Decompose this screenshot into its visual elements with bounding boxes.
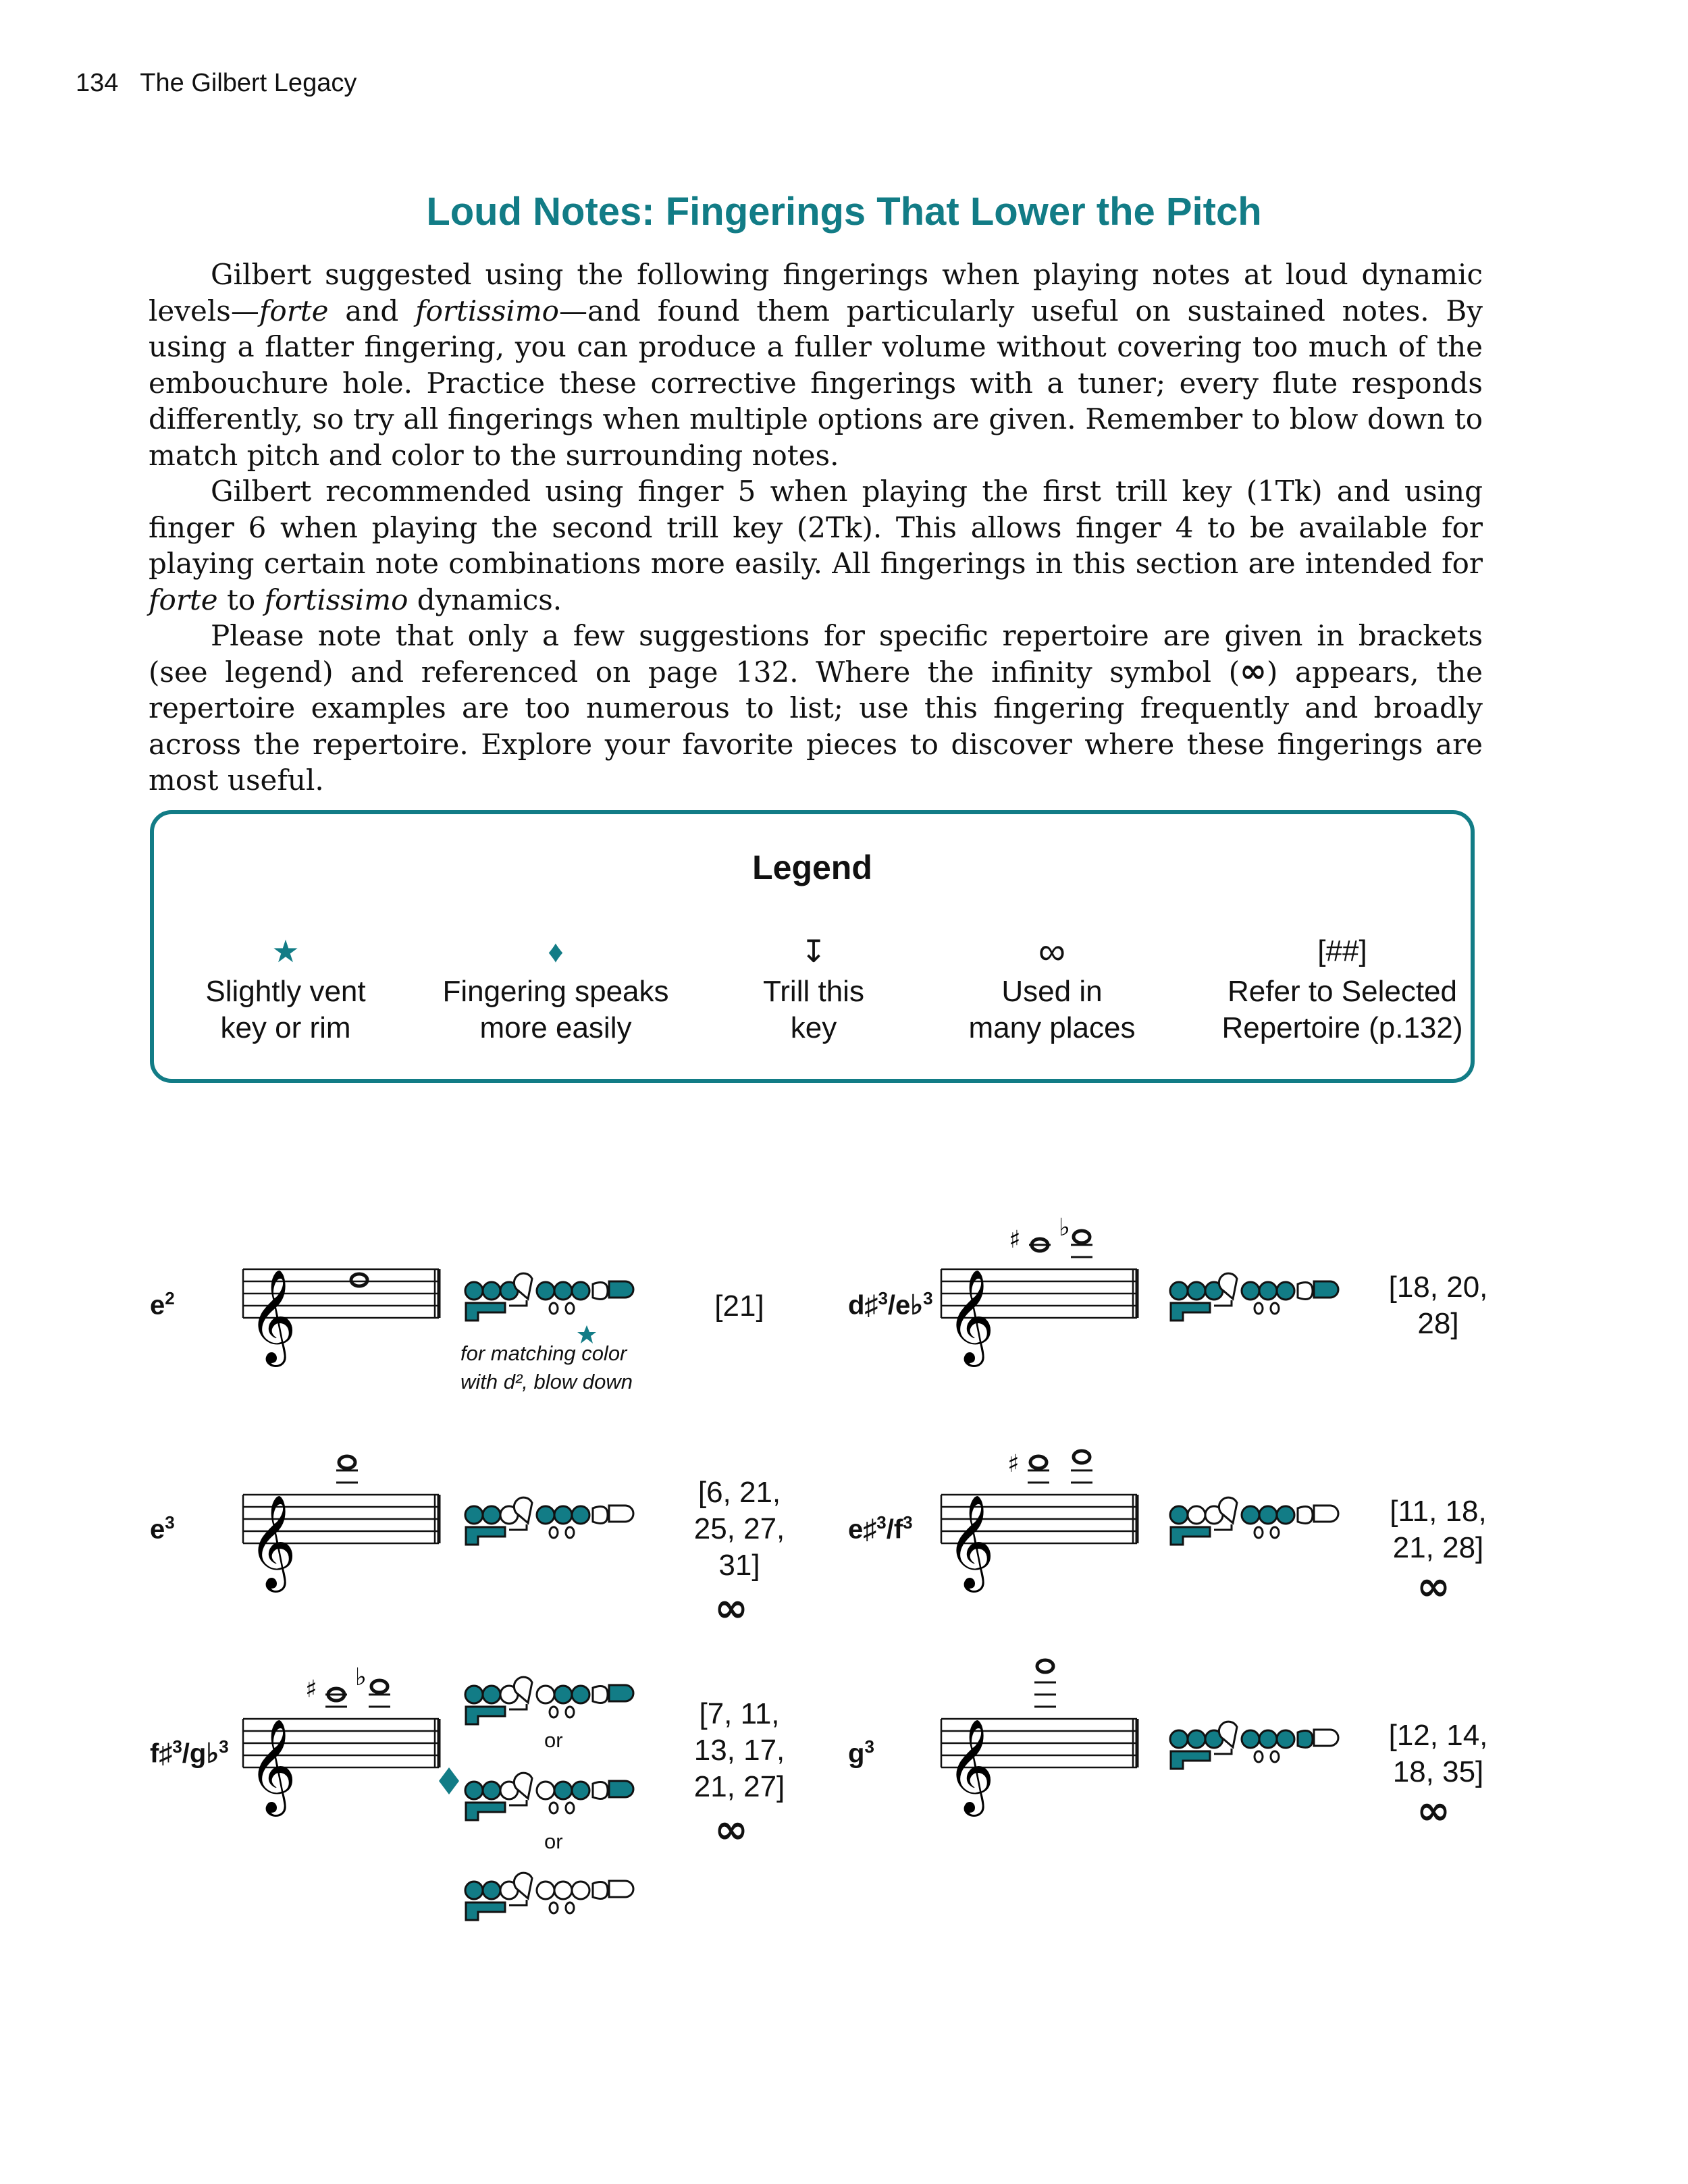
fingering-diagram [1169, 1264, 1359, 1331]
key-hole [1188, 1282, 1205, 1300]
page-number: 134 [76, 69, 119, 97]
foot-key [609, 1781, 633, 1797]
legend-item-trill: ↧ Trill this key [679, 929, 949, 1046]
repertoire-refs: [12, 14, 18, 35] [1388, 1719, 1488, 1788]
key-hole [465, 1782, 483, 1799]
running-head [76, 69, 357, 98]
body-text [149, 257, 1483, 799]
treble-clef: 𝄞 [248, 1719, 296, 1813]
infinity-icon: ∞ [1239, 651, 1267, 690]
key-hole [1259, 1730, 1277, 1748]
trill-key-1 [1255, 1303, 1263, 1314]
legend-item-vent: ★ Slightly vent key or rim [151, 929, 421, 1046]
whole-note [1030, 1456, 1047, 1468]
ring-key [1298, 1731, 1313, 1748]
note-label-ds3: d♯$^3$/e♭$^3$ [848, 1288, 933, 1321]
trill-lever [1214, 1749, 1232, 1754]
infinity-icon: ∞ [1038, 930, 1065, 972]
key-hole [483, 1506, 500, 1524]
fingering-diagram [1169, 1712, 1359, 1780]
diamond-icon [438, 1766, 460, 1796]
key-hole [554, 1506, 572, 1524]
infinity-icon: ∞ [1417, 1563, 1450, 1610]
or-label: or [544, 1830, 563, 1853]
key-hole [1170, 1730, 1188, 1748]
key-hole [483, 1282, 500, 1300]
note-label-fs3: f♯$^3$/g♭$^3$ [150, 1736, 229, 1769]
flat-sign: ♭ [1059, 1214, 1070, 1242]
foot-key [1314, 1506, 1338, 1522]
trill-key-2 [566, 1707, 574, 1717]
key-hole [483, 1882, 500, 1899]
trill-lever [509, 1900, 527, 1905]
lever-key [1171, 1751, 1210, 1769]
key-hole [1259, 1506, 1277, 1524]
diamond-icon: ♦ [548, 934, 564, 969]
legend-box [150, 810, 1475, 1083]
lever-key [1171, 1303, 1210, 1321]
paragraph-1: Gilbert suggested using the following fingerings when playing notes at loud dynamic levels—forte and fortissimo—and found them particularly useful on sustained notes. By using a flatter fingering, you can produce a fuller volume without covering too much of the embouchure hole. Practice these corrective fingerings with a tuner; every flute responds differently, so try all fingerings when multiple options are given. Remember to blow down to match pitch and color to the surrounding notes. [149, 258, 1483, 472]
trill-key-1 [550, 1803, 558, 1813]
key-hole [537, 1282, 554, 1300]
legend-title: Legend [752, 849, 872, 886]
foot-key [609, 1685, 633, 1701]
ring-key [1298, 1283, 1313, 1300]
treble-clef: 𝄞 [248, 1495, 296, 1589]
infinity-icon: ∞ [1417, 1787, 1450, 1834]
staff-ds3 [941, 1214, 1144, 1363]
fingering-diagram [465, 1488, 654, 1555]
key-hole [537, 1882, 554, 1899]
key-hole [483, 1686, 500, 1703]
trill-lever [509, 1800, 527, 1805]
whole-note [351, 1274, 367, 1286]
whole-note [1074, 1451, 1090, 1463]
lever-key [466, 1902, 505, 1920]
sharp-sign: ♯ [305, 1676, 317, 1703]
whole-note [1074, 1231, 1090, 1243]
ring-key [1298, 1507, 1313, 1524]
key-hole [1242, 1730, 1259, 1748]
ring-key [593, 1882, 608, 1899]
paragraph-2: Gilbert recommended using finger 5 when playing the first trill key (1Tk) and using finger 6 when playing the second trill key (2Tk). This allows finger 4 to be available for playing certain note combinations more easily. All fingerings in this section are intended for forte to fortissimo dynamics. [149, 475, 1483, 616]
staff-g3 [941, 1705, 1144, 1813]
key-hole [1242, 1282, 1259, 1300]
trill-lever [1214, 1524, 1232, 1530]
note-label-es3: $e♯^3/f^3$ [848, 1512, 913, 1545]
key-hole [1188, 1730, 1205, 1748]
staff-fs3 [243, 1663, 446, 1813]
star-icon: ★ [271, 934, 300, 969]
key-hole [572, 1882, 589, 1899]
note-label-g3: $g^3$ [848, 1736, 874, 1769]
key-hole [572, 1282, 589, 1300]
note-label-e3: $e^3$ [150, 1512, 175, 1545]
staff-es3 [941, 1450, 1144, 1589]
trill-key-1 [550, 1303, 558, 1314]
lever-key [1171, 1527, 1210, 1545]
legend-item-used: ∞ Used in many places [917, 929, 1187, 1046]
key-hole [465, 1282, 483, 1300]
trill-key-2 [1271, 1303, 1279, 1314]
foot-key [1314, 1281, 1338, 1298]
key-hole [572, 1686, 589, 1703]
trill-key-2 [566, 1527, 574, 1538]
infinity-icon: ∞ [714, 1584, 748, 1632]
or-label: or [544, 1728, 563, 1752]
whole-note [339, 1456, 355, 1468]
fingering-diagram [465, 1863, 654, 1931]
repertoire-refs: [21] [714, 1289, 764, 1323]
ring-key [593, 1782, 608, 1799]
trill-key-1 [550, 1902, 558, 1913]
trill-key-2 [566, 1303, 574, 1314]
foot-key [1314, 1730, 1338, 1746]
trill-key-2 [1271, 1527, 1279, 1538]
key-hole [465, 1686, 483, 1703]
fingering-diagram [465, 1763, 654, 1831]
key-hole [483, 1782, 500, 1799]
fingering-diagram [1169, 1488, 1359, 1555]
key-hole [537, 1782, 554, 1799]
fingering-diagram [465, 1264, 654, 1331]
note-label-e2: $e^2$ [150, 1288, 175, 1321]
trill-icon: ↧ [800, 934, 827, 969]
lever-key [466, 1803, 505, 1820]
paragraph-3: Please note that only a few suggestions for specific repertoire are given in brackets (see legend) and referenced on page 132. Where the infinity symbol (∞) appears, the repertoire examples are too numerous to list; use this fingering frequently and broadly across the repertoire. Explore your favorite pieces to discover where these fingerings are most useful. [149, 619, 1483, 797]
treble-clef: 𝄞 [947, 1495, 995, 1589]
repertoire-refs: [18, 20, 28] [1388, 1271, 1488, 1340]
lever-key [466, 1707, 505, 1724]
fingering-diagram [465, 1668, 654, 1735]
treble-clef: 𝄞 [947, 1719, 995, 1813]
key-hole [537, 1686, 554, 1703]
trill-key-1 [1255, 1527, 1263, 1538]
section-title: Loud Notes: Fingerings That Lower the Pitch [426, 190, 1262, 234]
sharp-sign: ♯ [1007, 1450, 1020, 1478]
key-hole [554, 1782, 572, 1799]
repertoire-refs: [11, 18, 21, 28] [1390, 1495, 1487, 1564]
lever-key [466, 1303, 505, 1321]
trill-lever [509, 1300, 527, 1306]
key-hole [572, 1782, 589, 1799]
treble-clef: 𝄞 [248, 1269, 296, 1363]
staff-e2 [243, 1256, 446, 1363]
legend-item-speaks: ♦ Fingering speaks more easily [421, 929, 691, 1046]
key-hole [1277, 1730, 1294, 1748]
repertoire-refs: [7, 11, 13, 17, 21, 27] [693, 1697, 785, 1803]
ring-key [593, 1686, 608, 1703]
trill-key-2 [566, 1902, 574, 1913]
trill-key-2 [1271, 1751, 1279, 1762]
trill-key-1 [550, 1527, 558, 1538]
key-hole [1277, 1282, 1294, 1300]
trill-key-1 [550, 1707, 558, 1717]
key-hole [537, 1506, 554, 1524]
infinity-icon: ∞ [714, 1806, 748, 1853]
staff-e3 [243, 1481, 446, 1589]
key-hole [1170, 1506, 1188, 1524]
treble-clef: 𝄞 [947, 1269, 995, 1363]
lever-key [466, 1527, 505, 1545]
trill-key-2 [566, 1803, 574, 1813]
sharp-sign: ♯ [1009, 1226, 1021, 1254]
repertoire-refs: [6, 21, 25, 27, 31] [693, 1476, 785, 1582]
key-hole [1277, 1506, 1294, 1524]
bracket-icon: [##] [1317, 934, 1367, 967]
annotation: for matching color with d², blow down [460, 1341, 633, 1393]
trill-key-1 [1255, 1751, 1263, 1762]
whole-note [1037, 1660, 1053, 1672]
ring-key [593, 1283, 608, 1300]
whole-note [371, 1680, 388, 1693]
foot-key [609, 1281, 633, 1298]
foot-key [609, 1506, 633, 1522]
key-hole [1188, 1506, 1205, 1524]
key-hole [554, 1686, 572, 1703]
trill-lever [509, 1704, 527, 1709]
key-hole [1242, 1506, 1259, 1524]
ring-key [593, 1507, 608, 1524]
key-hole [554, 1282, 572, 1300]
key-hole [1170, 1282, 1188, 1300]
key-hole [465, 1506, 483, 1524]
foot-key [609, 1881, 633, 1897]
book-title: The Gilbert Legacy [140, 69, 357, 97]
key-hole [1259, 1282, 1277, 1300]
flat-sign: ♭ [355, 1663, 367, 1691]
legend-item-repertoire: [##] Refer to Selected Repertoire (p.132) [1190, 929, 1494, 1046]
key-hole [465, 1882, 483, 1899]
trill-lever [509, 1524, 527, 1530]
trill-lever [1214, 1300, 1232, 1306]
key-hole [572, 1506, 589, 1524]
key-hole [554, 1882, 572, 1899]
